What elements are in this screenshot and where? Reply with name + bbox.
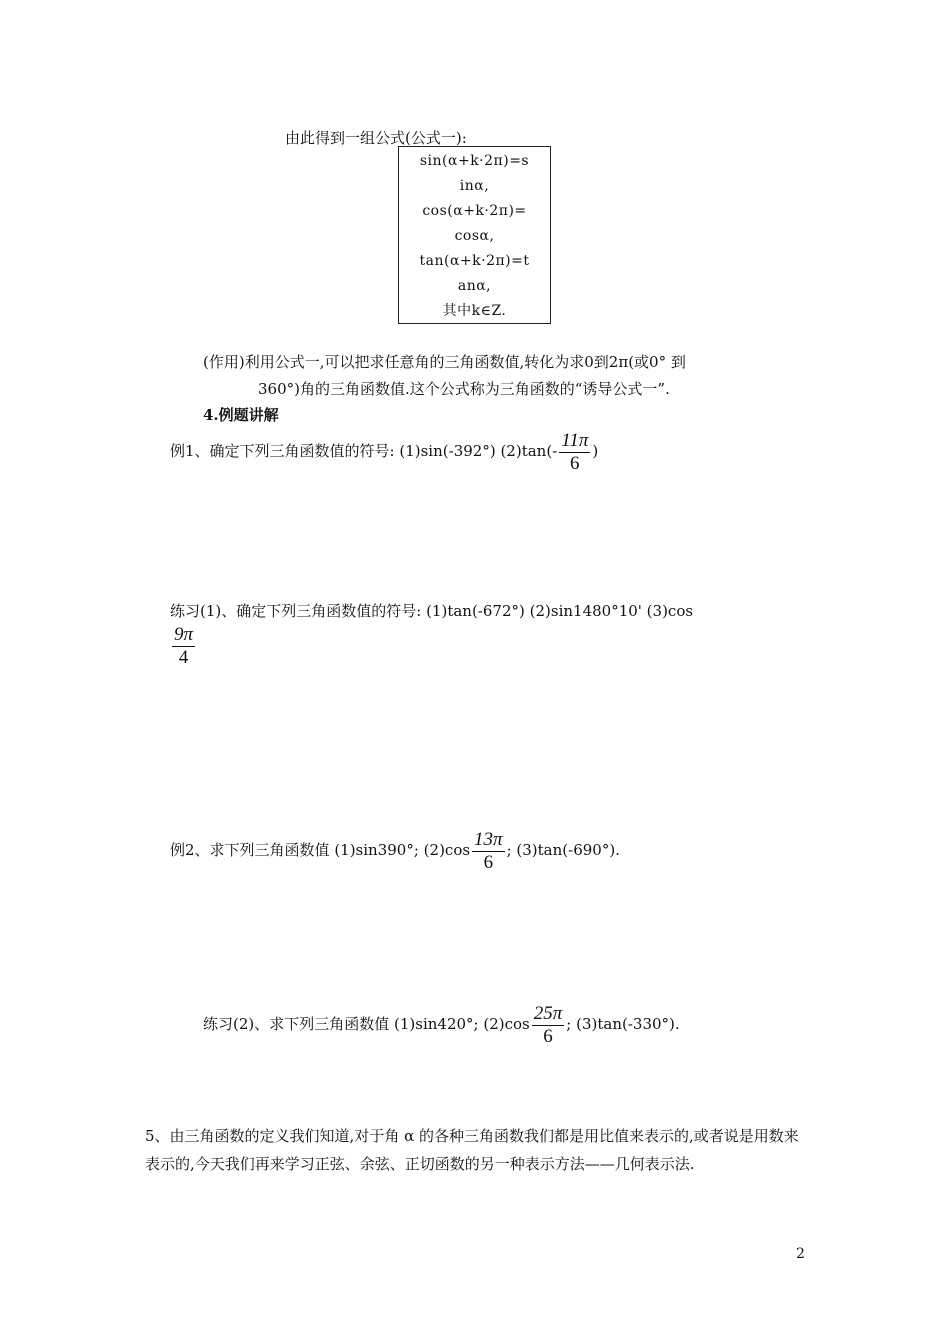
fraction — [472, 829, 505, 874]
formula-line: anα, — [457, 278, 492, 294]
formula-line: inα, — [459, 178, 490, 194]
page-number: 2 — [796, 1246, 805, 1262]
example-1-tail: ) — [592, 442, 599, 460]
fraction-numerator: 9π — [174, 624, 194, 645]
example-1-text: 例1、确定下列三角函数值的符号: (1)sin(-392°) (2)tan(- — [170, 442, 558, 460]
fraction — [532, 1003, 565, 1048]
example-2 — [170, 826, 620, 874]
formula-intro: 由此得到一组公式(公式一): — [285, 129, 467, 147]
fraction-numerator: 13π — [474, 828, 503, 850]
formula-box — [398, 146, 551, 324]
usage-line-1: (作用)利用公式一,可以把求任意角的三角函数值,转化为求0到2π(或0° 到 — [203, 353, 686, 371]
fraction-numerator: 11π — [561, 429, 589, 451]
section-5-paragraph: 5、由三角函数的定义我们知道,对于角 α 的各种三角函数我们都是用比值来表示的,或者说是用数来表示的,今天我们再来学习正弦、余弦、正切函数的另一种表示方法——几何表示法. — [145, 1127, 799, 1173]
fraction-denominator: 6 — [483, 851, 494, 873]
practice-1-fraction — [172, 624, 195, 669]
usage-line-2: 360°)角的三角函数值.这个公式称为三角函数的“诱导公式一”. — [258, 380, 670, 398]
example-1 — [170, 427, 598, 475]
practice-2-tail: ; (3)tan(-330°). — [566, 1015, 680, 1033]
formula-line: 其中k∈Z. — [442, 303, 507, 319]
section-4-heading: 4.例题讲解 — [203, 406, 279, 424]
example-2-text: 例2、求下列三角函数值 (1)sin390°; (2)cos — [170, 841, 471, 859]
fraction — [559, 430, 590, 475]
practice-2 — [203, 1000, 680, 1048]
practice-2-text: 练习(2)、求下列三角函数值 (1)sin420°; (2)cos — [203, 1015, 530, 1033]
formula-line: tan(α+k·2π)=t — [419, 253, 530, 269]
formula-line: cosα, — [454, 228, 495, 244]
fraction-denominator: 6 — [543, 1025, 553, 1047]
formula-line: cos(α+k·2π)= — [422, 203, 527, 219]
practice-1-text: 练习(1)、确定下列三角函数值的符号: (1)tan(-672°) (2)sin1480°10' (3)cos — [170, 602, 694, 620]
fraction-numerator: 25π — [533, 1002, 563, 1024]
fraction-denominator: 4 — [178, 647, 189, 668]
formula-line: sin(α+k·2π)=s — [419, 153, 530, 169]
fraction-denominator: 6 — [570, 452, 580, 474]
example-2-tail: ; (3)tan(-690°). — [506, 841, 620, 859]
